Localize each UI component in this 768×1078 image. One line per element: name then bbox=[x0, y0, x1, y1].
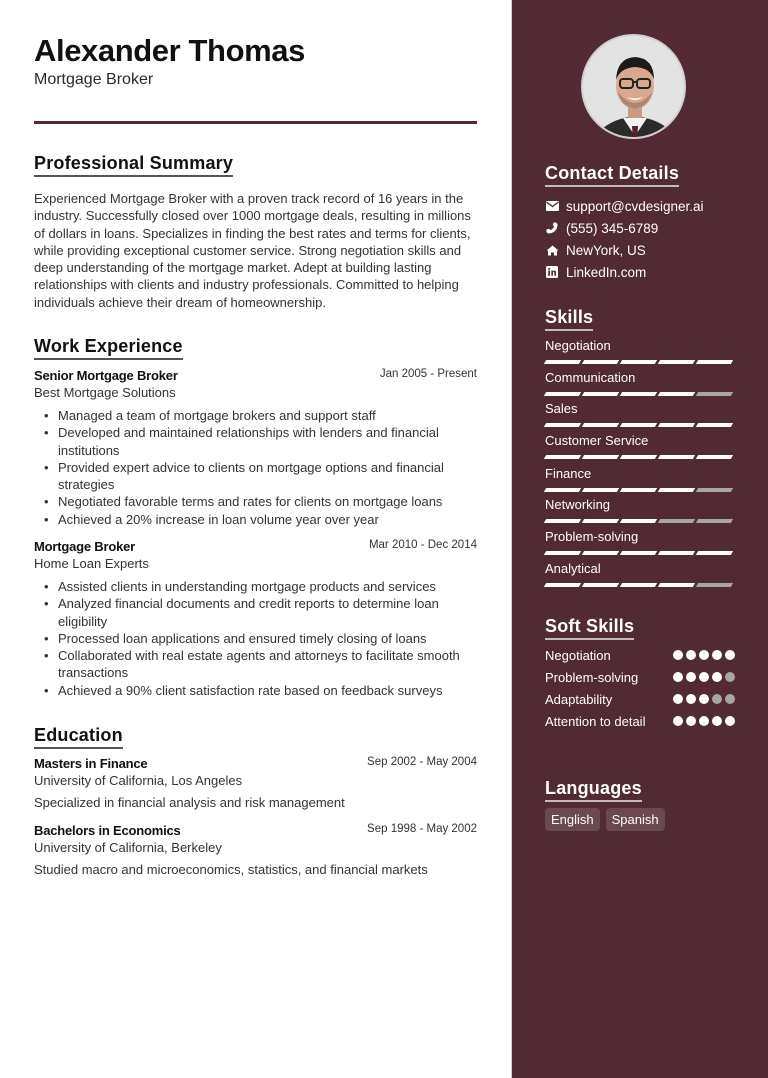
skill-analytical bbox=[545, 561, 735, 577]
candidate-name: Alexander Thomas bbox=[34, 33, 305, 68]
skill-networking bbox=[545, 497, 735, 513]
job-dates: Jan 2005 - Present bbox=[379, 368, 477, 380]
skill-label: Finance bbox=[545, 466, 592, 481]
education-description: Specialized in financial analysis and risk management bbox=[34, 795, 345, 810]
language-tags bbox=[545, 808, 665, 831]
soft-skill-label: Attention to detail bbox=[545, 714, 646, 729]
contact-phone[interactable] bbox=[545, 219, 658, 237]
skill-finance bbox=[545, 466, 735, 482]
soft-skill-rating bbox=[673, 716, 735, 726]
soft-skills-heading: Soft Skills bbox=[545, 616, 634, 640]
contact-heading: Contact Details bbox=[545, 163, 679, 187]
bullet-item: • Collaborated with real estate agents and attorneys to facilitate smooth transactions bbox=[34, 647, 477, 682]
skill-label: Communication bbox=[545, 370, 636, 385]
education-dates: Sep 2002 - May 2004 bbox=[367, 756, 477, 768]
degree-title: Bachelors in Economics bbox=[34, 823, 181, 838]
soft-skill-label: Negotiation bbox=[545, 648, 611, 663]
skill-level-bar bbox=[545, 551, 732, 555]
soft-skill-adaptability bbox=[545, 691, 735, 708]
soft-skill-label: Adaptability bbox=[545, 692, 613, 707]
bullet-item: • Provided expert advice to clients on mortgage options and financial strategies bbox=[34, 459, 477, 494]
languages-heading: Languages bbox=[545, 778, 642, 802]
job-bullets bbox=[34, 578, 477, 699]
school-name: University of California, Berkeley bbox=[34, 840, 222, 855]
bullet-item: • Developed and maintained relationships with lenders and financial institutions bbox=[34, 424, 477, 459]
bullet-item: • Achieved a 20% increase in loan volume year over year bbox=[34, 511, 477, 528]
soft-skill-attention-to-detail bbox=[545, 713, 735, 730]
job-company: Home Loan Experts bbox=[34, 556, 149, 571]
contact-linkedin[interactable] bbox=[545, 263, 646, 281]
linkedin-icon bbox=[545, 265, 559, 279]
soft-skill-label: Problem-solving bbox=[545, 670, 639, 685]
envelope-icon bbox=[545, 199, 559, 213]
skill-level-bar bbox=[545, 583, 732, 587]
contact-linkedin-text: LinkedIn.com bbox=[566, 264, 647, 280]
contact-location-text: NewYork, US bbox=[566, 242, 646, 258]
school-name: University of California, Los Angeles bbox=[34, 773, 243, 788]
skill-negotiation bbox=[545, 338, 735, 354]
education-heading: Education bbox=[34, 725, 123, 749]
skill-level-bar bbox=[545, 455, 732, 459]
contact-phone-text: (555) 345-6789 bbox=[566, 220, 659, 236]
sidebar bbox=[511, 0, 768, 1078]
job-company: Best Mortgage Solutions bbox=[34, 385, 176, 400]
phone-icon bbox=[545, 221, 559, 235]
skill-customer-service bbox=[545, 433, 735, 449]
bullet-item: • Analyzed financial documents and credit reports to determine loan eligibility bbox=[34, 595, 477, 630]
job-bullets bbox=[34, 407, 477, 528]
work-heading: Work Experience bbox=[34, 336, 183, 360]
education-header bbox=[34, 756, 477, 772]
contact-email[interactable] bbox=[545, 197, 704, 215]
job-title: Mortgage Broker bbox=[34, 539, 136, 554]
skill-sales bbox=[545, 401, 735, 417]
contact-email-text: support@cvdesigner.ai bbox=[566, 198, 704, 214]
header-divider bbox=[34, 121, 477, 124]
home-icon bbox=[545, 243, 559, 257]
language-tag-spanish: Spanish bbox=[606, 808, 665, 831]
job-dates: Mar 2010 - Dec 2014 bbox=[368, 539, 477, 551]
degree-title: Masters in Finance bbox=[34, 756, 148, 771]
profile-photo bbox=[581, 34, 686, 139]
bullet-item: • Negotiated favorable terms and rates for clients on mortgage loans bbox=[34, 493, 477, 510]
skill-level-bar bbox=[545, 423, 732, 427]
bullet-item: • Managed a team of mortgage brokers and support staff bbox=[34, 407, 477, 424]
avatar-illustration-icon bbox=[583, 36, 686, 139]
skill-label: Customer Service bbox=[545, 433, 649, 448]
summary-heading: Professional Summary bbox=[34, 153, 233, 177]
soft-skill-rating bbox=[673, 672, 735, 682]
skill-label: Networking bbox=[545, 497, 611, 512]
skill-label: Sales bbox=[545, 401, 578, 416]
soft-skill-negotiation bbox=[545, 647, 735, 664]
bullet-item: • Assisted clients in understanding mortgage products and services bbox=[34, 578, 477, 595]
soft-skill-problem-solving bbox=[545, 669, 735, 686]
skill-problem-solving bbox=[545, 529, 735, 545]
skill-communication bbox=[545, 370, 735, 386]
skill-label: Negotiation bbox=[545, 338, 611, 353]
skill-label: Problem-solving bbox=[545, 529, 639, 544]
skill-level-bar bbox=[545, 519, 732, 523]
soft-skill-rating bbox=[673, 650, 735, 660]
summary-text: Experienced Mortgage Broker with a proven track record of 16 years in the industry. Successfully closed over 1000 mortgage deals, resulting in millions of dollars in loans. Specializes in finding the best rates and terms for clients, while providing exceptional customer service. Strong negotiation skills and deep understanding of the mortgage market. Adept at building lasting relationships with clients and industry professionals. Committed to helping individuals achieve their dream of homeownership. bbox=[34, 191, 471, 310]
job-header bbox=[34, 539, 477, 555]
candidate-role: Mortgage Broker bbox=[34, 71, 154, 88]
job-title: Senior Mortgage Broker bbox=[34, 368, 178, 383]
soft-skill-rating bbox=[673, 694, 735, 704]
skill-level-bar bbox=[545, 360, 732, 364]
contact-location bbox=[545, 241, 646, 259]
education-header bbox=[34, 823, 477, 839]
bullet-item: • Achieved a 90% client satisfaction rate based on feedback surveys bbox=[34, 682, 477, 699]
education-dates: Sep 1998 - May 2002 bbox=[367, 823, 477, 835]
job-header bbox=[34, 368, 477, 384]
language-tag-english: English bbox=[545, 808, 600, 831]
skill-level-bar bbox=[545, 392, 732, 396]
skill-level-bar bbox=[545, 488, 732, 492]
education-description: Studied macro and microeconomics, statistics, and financial markets bbox=[34, 862, 428, 877]
bullet-item: • Processed loan applications and ensured timely closing of loans bbox=[34, 630, 477, 647]
skill-label: Analytical bbox=[545, 561, 601, 576]
skills-heading: Skills bbox=[545, 307, 593, 331]
